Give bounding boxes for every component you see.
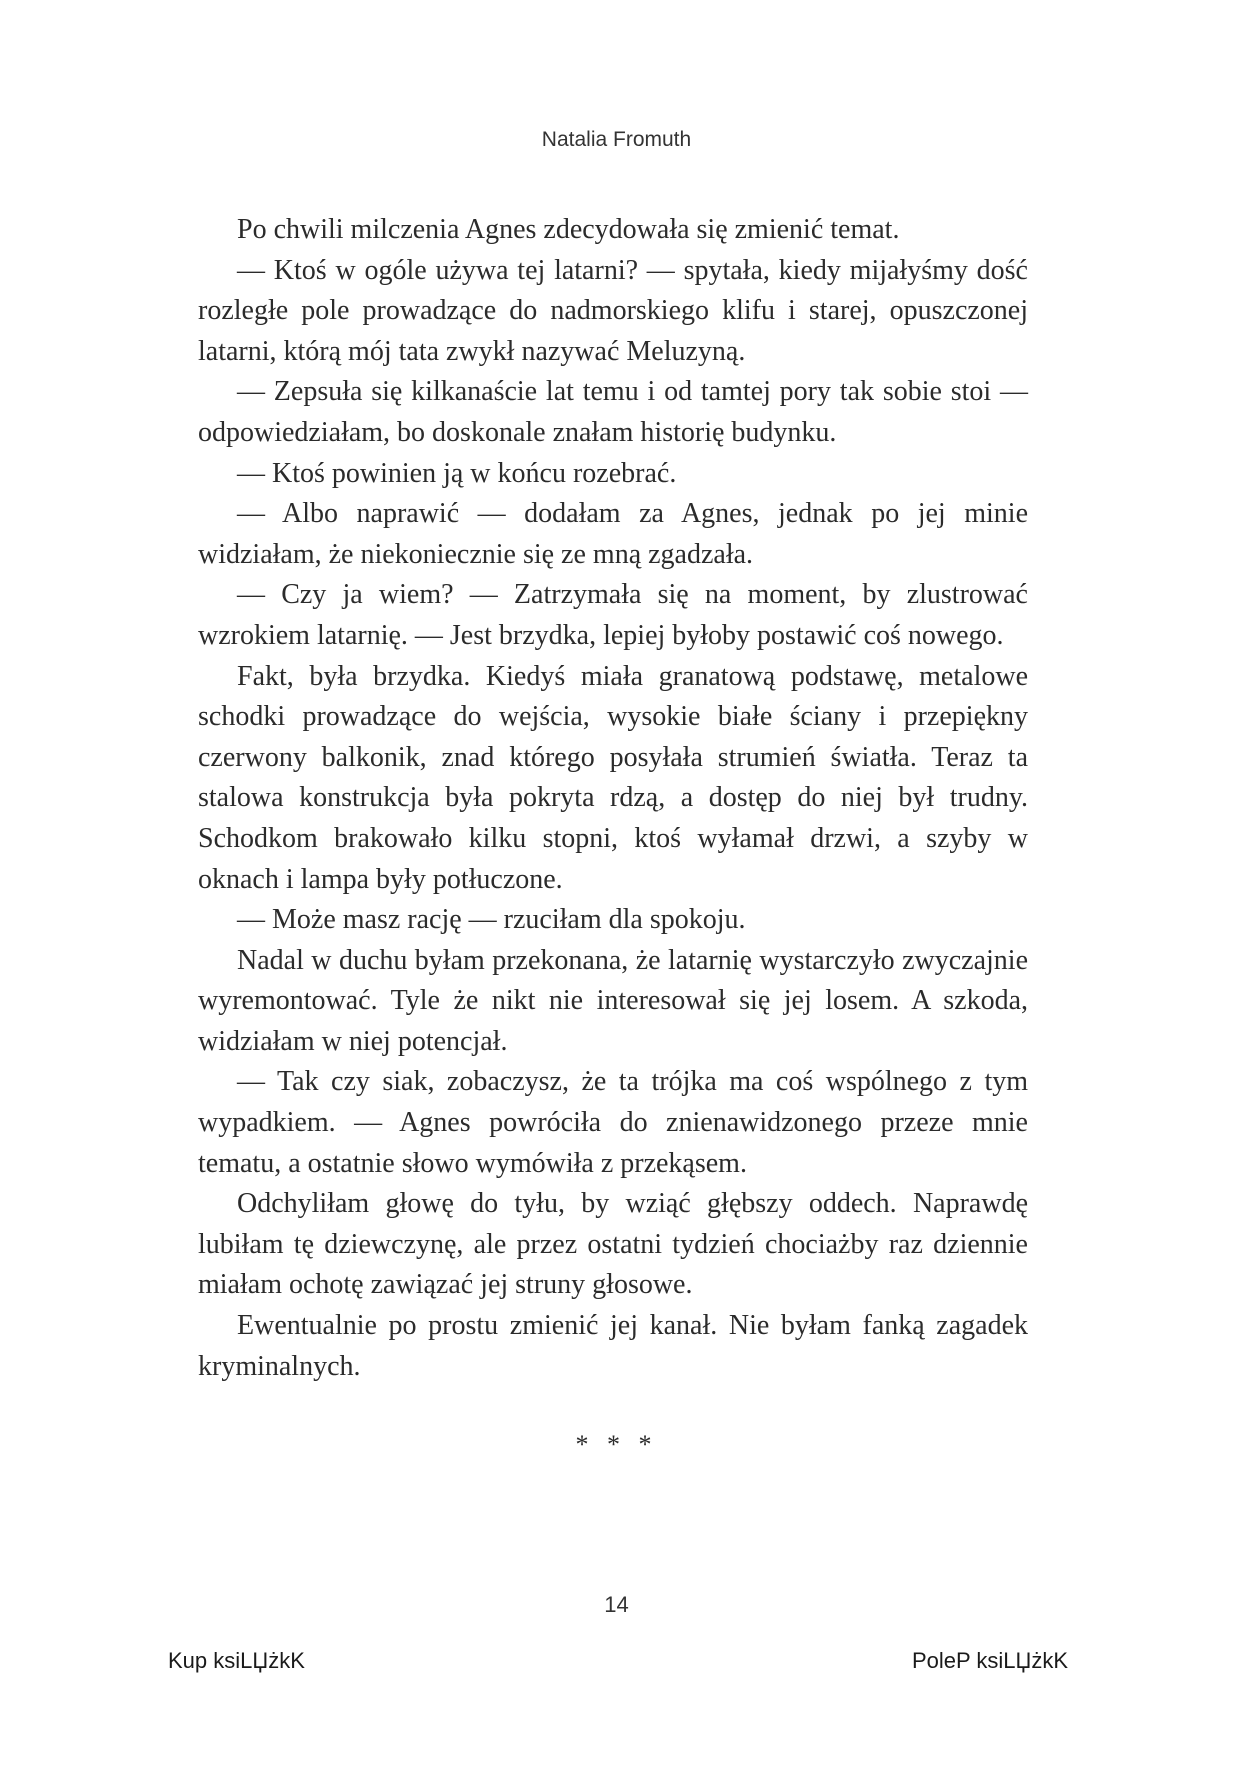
paragraph: — Albo naprawić — dodałam za Agnes, jednak po jej minie widziałam, że niekoniecznie się ze mną zgadzała. <box>198 498 1028 570</box>
running-header-author: Natalia Fromuth <box>541 128 692 151</box>
recommend-book-link[interactable]: PoleP ksiLЏżkK <box>911 1648 1068 1673</box>
paragraph: Po chwili milczenia Agnes zdecydowała się zmienić temat. <box>237 214 900 245</box>
page-number: 14 <box>604 1592 629 1617</box>
paragraph: — Ktoś w ogóle używa tej latarni? — spytała, kiedy mijałyśmy dość rozległe pole prowadzące do nadmorskiego klifu i starej, opuszczonej latarni, którą mój tata zwykł nazywać Meluzyną. <box>198 254 1028 367</box>
paragraph: — Może masz rację — rzuciłam dla spokoju. <box>237 904 746 936</box>
paragraph: Odchyliłam głowę do tyłu, by wziąć głębszy oddech. Naprawdę lubiłam tę dziewczynę, ale przez ostatni tydzień chociażby raz dziennie miałam ochotę zawiązać jej struny głosowe. <box>198 1188 1028 1301</box>
body-text <box>198 210 1028 1387</box>
paragraph: Ewentualnie po prostu zmienić jej kanał. Nie byłam fanką zagadek kryminalnych. <box>198 1310 1028 1382</box>
paragraph: — Ktoś powinien ją w końcu rozebrać. <box>237 457 677 489</box>
paragraph: — Tak czy siak, zobaczysz, że ta trójka ma coś wspólnego z tym wypadkiem. — Agnes powróciła do znienawidzonego przeze mnie tematu, a ostatnie słowo wymówiła z przekąsem. <box>198 1066 1028 1179</box>
paragraph: — Czy ja wiem? — Zatrzymała się na moment, by zlustrować wzrokiem latarnię. — Jest brzydka, lepiej byłoby postawić coś nowego. <box>198 579 1028 651</box>
paragraph: Nadal w duchu byłam przekonana, że latarnię wystarczyło zwyczajnie wyremontować. Tyle że nikt nie interesował się jej losem. A szkoda, widziałam w niej potencjał. <box>198 944 1028 1057</box>
paragraph: Fakt, była brzydka. Kiedyś miała granatową podstawę, metalowe schodki prowadzące do wejścia, wysokie białe ściany i przepiękny czerwony balkonik, znad którego posyłała strumień światła. Teraz ta stalowa konstrukcja była pokryta rdzą, a dostęp do niej był trudny. Schodkom brakowało kilku stopni, ktoś wyłamał drzwi, a szyby w oknach i lampa były potłuczone. <box>198 660 1028 895</box>
buy-book-link[interactable]: Kup ksiLЏżkK <box>168 1648 305 1673</box>
scene-break: * * * <box>575 1430 658 1459</box>
paragraph: — Zepsuła się kilkanaście lat temu i od tamtej pory tak sobie stoi — odpowiedziałam, bo doskonale znałam historię budynku. <box>198 376 1028 448</box>
